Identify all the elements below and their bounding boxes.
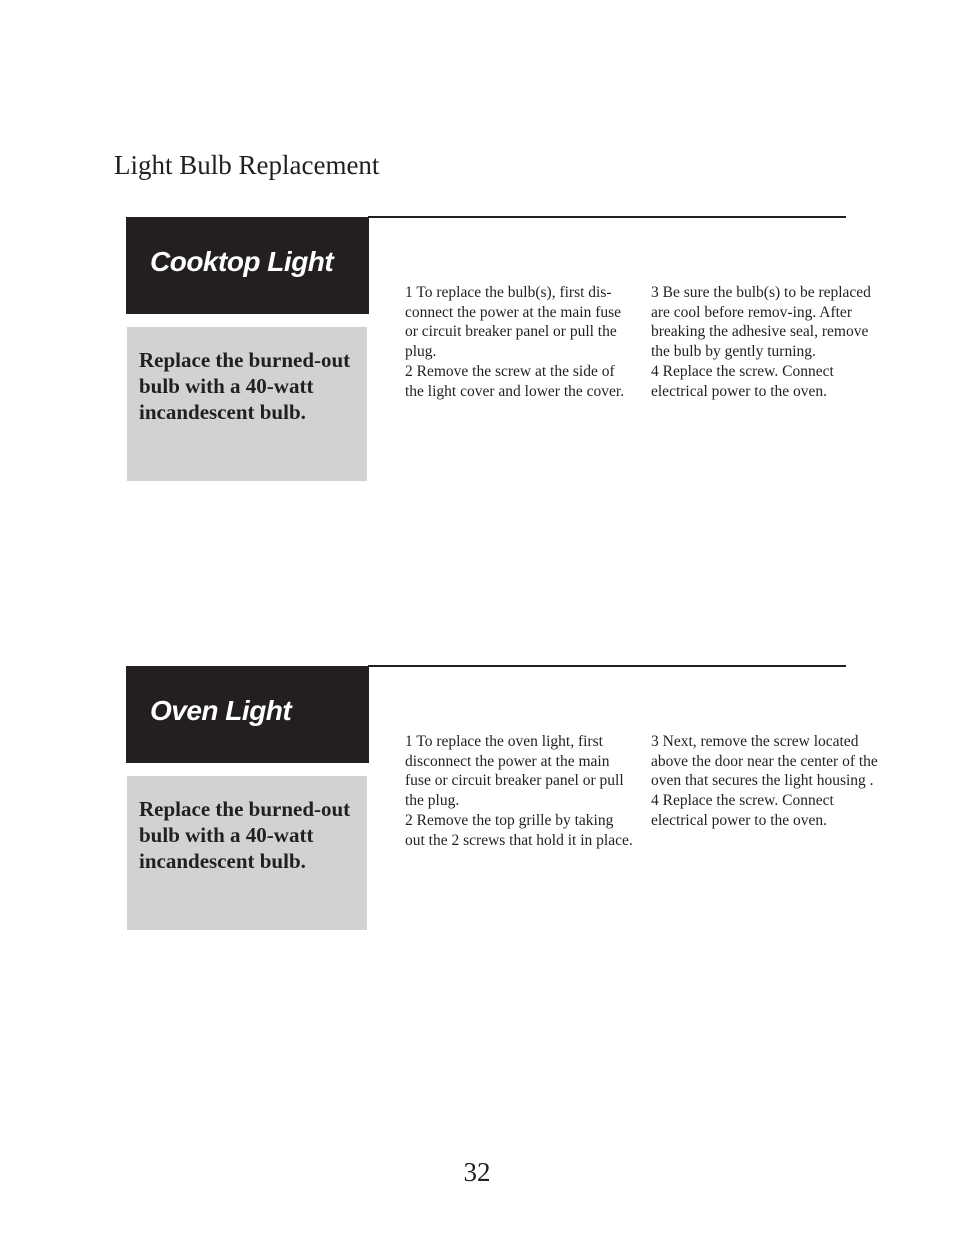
step-1: 1 To replace the bulb(s), first dis-connect the power at the main fuse or circuit breaker panel or pull the plug. [405, 284, 622, 361]
section-rule [368, 216, 846, 218]
page-number: 32 [463, 1157, 491, 1187]
section-title: Cooktop Light [150, 246, 334, 277]
step-2: 2 Remove the screw at the side of the light cover and lower the cover. [405, 362, 625, 400]
instructions-column-right [651, 732, 879, 831]
step-4: 4 Replace the screw. Connect electrical power to the oven. [651, 792, 834, 829]
page-title: Light Bulb Replacement [114, 150, 380, 180]
oven-light-section [0, 665, 954, 965]
step-3: 3 Be sure the bulb(s) to be replaced are cool before remov-ing. After breaking the adhesive seal, remove the bulb by gently turning. [651, 284, 871, 361]
summary-box [127, 776, 367, 930]
instructions-column-right [651, 283, 879, 401]
step-4: 4 Replace the screw. Connect electrical power to the oven. [651, 362, 834, 400]
step-2: 2 Remove the top grille by taking out the 2 screws that hold it in place. [405, 811, 633, 849]
summary-box [127, 327, 367, 481]
summary-text: Replace the burned-out bulb with a 40-watt incandescent bulb. [139, 797, 351, 873]
section-title: Oven Light [150, 695, 292, 726]
section-rule [368, 665, 846, 667]
summary-text: Replace the burned-out bulb with a 40-watt incandescent bulb. [139, 348, 351, 424]
section-header [126, 217, 369, 314]
instructions-column-left [405, 283, 633, 401]
step-3: 3 Next, remove the screw located above the door near the center of the oven that secures the light housing . [651, 733, 878, 790]
cooktop-light-section [0, 216, 954, 516]
instructions-column-left [405, 732, 633, 850]
section-header [126, 666, 369, 763]
step-1: 1 To replace the oven light, first disconnect the power at the main fuse or circuit breaker panel or pull the plug. [405, 733, 624, 810]
